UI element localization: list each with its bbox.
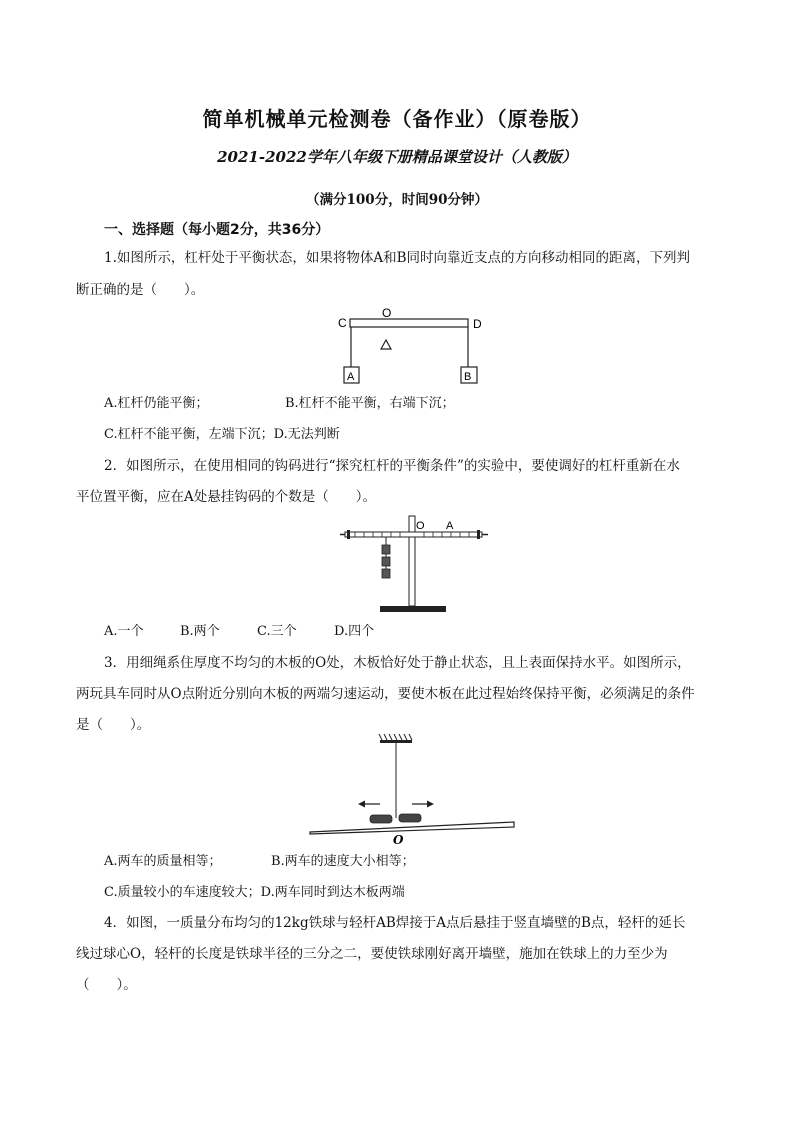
hook-weight-3: [382, 569, 390, 578]
q1-option-b: B.杠杆不能平衡，右端下沉；: [285, 396, 455, 411]
lever-bar: [350, 319, 468, 327]
left-arrow-icon: [358, 801, 365, 808]
stand-post: [409, 516, 415, 606]
toy-car-left: [370, 815, 392, 823]
hook-weight-2: [382, 557, 390, 566]
right-arrow-icon: [427, 801, 434, 808]
fulcrum: [381, 340, 391, 349]
q1-stem-line2: 断正确的是（ ）。: [76, 282, 205, 298]
label-b: B: [464, 371, 472, 383]
q1-stem-line1: 1.如图所示，杠杆处于平衡状态，如果将物体A和B同时向靠近支点的方向移动相同的距离，下列判: [104, 250, 691, 266]
ceiling: [380, 740, 412, 743]
q3-option-b: B.两车的速度大小相等；: [271, 854, 415, 869]
score-info: （满分100分，时间90分钟）: [306, 192, 488, 208]
q1-option-cd: C.杠杆不能平衡，左端下沉；D.无法判断: [104, 427, 340, 442]
q3-stem-line2: 两玩具车同时从O点附近分别向木板的两端匀速运动，要使木板在此过程始终保持平衡，必须满足的条件: [76, 686, 695, 702]
q1-option-a: A.杠杆仍能平衡；: [104, 396, 209, 411]
q2-option-c: C.三个: [257, 624, 297, 639]
q3-board-figure: [300, 740, 520, 850]
label-a: A: [347, 371, 355, 383]
label-o: O: [393, 833, 404, 847]
q2-stem-line1: 2．如图所示，在使用相同的钩码进行“探究杠杆的平衡条件”的实验中，要使调好的杠杆重新在水: [104, 458, 680, 474]
stand-base: [380, 606, 446, 612]
label-o: O: [416, 520, 425, 532]
q3-stem-line1: 3．用细绳系住厚度不均匀的木板的O处，木板恰好处于静止状态，且上表面保持水平。如图所示，: [104, 655, 691, 671]
label-o: O: [382, 306, 392, 320]
label-d: D: [473, 317, 482, 331]
q3-option-a: A.两车的质量相等；: [104, 854, 222, 869]
toy-car-right: [399, 814, 421, 822]
q2-lever-figure: [340, 512, 490, 620]
wooden-board: [310, 822, 514, 834]
q2-stem-line2: 平位置平衡，应在A处悬挂钩码的个数是（ ）。: [76, 489, 376, 505]
page-subtitle: 2021-2022学年八年级下册精品课堂设计（人教版）: [217, 148, 577, 166]
label-a: A: [446, 520, 454, 532]
q2-option-a: A.一个: [104, 624, 144, 639]
page-title: 简单机械单元检测卷（备作业）（原卷版）: [202, 107, 592, 131]
hook-weight-1: [382, 545, 390, 554]
lever-beam: [345, 532, 482, 537]
q4-stem-line2: 线过球心O，轻杆的长度是铁球半径的三分之二，要使铁球刚好离开墙壁，施加在铁球上的力至少为: [76, 946, 668, 962]
q3-stem-line3: 是（ ）。: [76, 717, 151, 733]
q4-stem-line3: （ ）。: [76, 977, 137, 993]
q2-option-b: B.两个: [180, 624, 220, 639]
section-heading: 一、选择题（每小题2分，共36分）: [104, 222, 330, 238]
q2-option-d: D.四个: [334, 624, 375, 639]
q3-option-cd: C.质量较小的车速度较大；D.两车同时到达木板两端: [104, 885, 405, 900]
label-c: C: [338, 316, 347, 330]
q1-lever-figure: [330, 305, 500, 387]
q4-stem-line1: 4．如图，一质量分布均匀的12kg铁球与轻杆AB焊接于A点后悬挂于竖直墙壁的B点，轻杆的延长: [104, 915, 686, 931]
